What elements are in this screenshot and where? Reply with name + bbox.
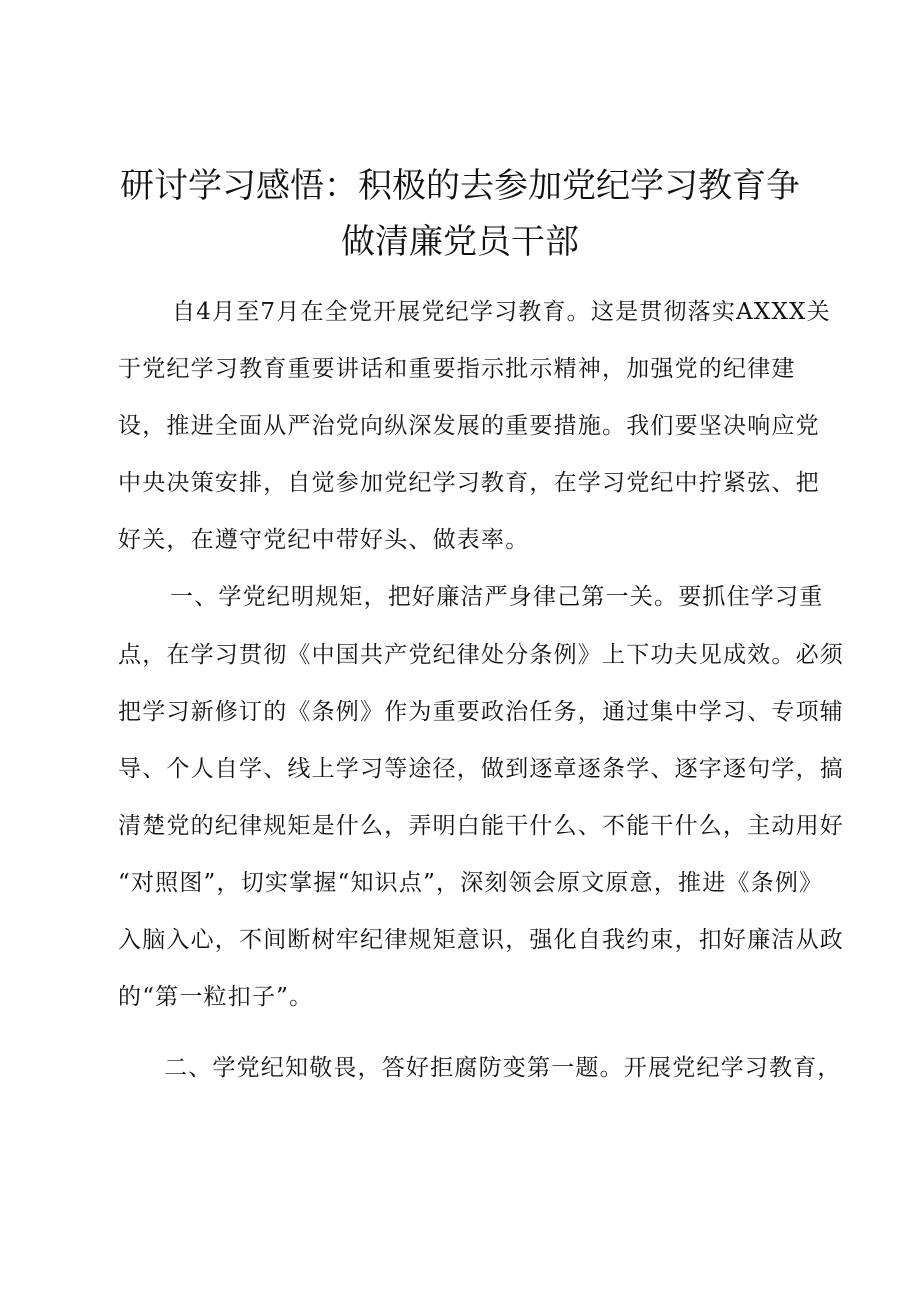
paragraph-2-line-6: “对照图”，切实掌握“知识点”，深刻领会原文原意，推进《条例》 <box>118 870 824 896</box>
paragraph-2-line-5: 清楚党的纪律规矩是什么，弄明白能干什么、不能干什么，主动用好 <box>118 813 844 839</box>
paragraph-1-line-4: 中央决策安排，自觉参加党纪学习教育，在学习党纪中拧紧弦、把 <box>118 470 820 496</box>
document-title-line-1: 研讨学习感悟：积极的去参加党纪学习教育争 <box>120 166 800 206</box>
paragraph-2-line-3: 把学习新修订的《条例》作为重要政治任务，通过集中学习、专项辅 <box>118 699 844 725</box>
document-title-line-2: 做清廉党员干部 <box>341 222 579 262</box>
paragraph-1-line-5: 好关，在遵守党纪中带好头、做表率。 <box>118 527 530 553</box>
paragraph-2-line-7: 入脑入心，不间断树牢纪律规矩意识，强化自我约束，扣好廉洁从政 <box>118 927 844 953</box>
paragraph-2-line-8: 的“第一粒扣子”。 <box>118 984 314 1010</box>
paragraph-3-line-1: 二、学党纪知敬畏，答好拒腐防变第一题。开展党纪学习教育， <box>164 1055 842 1081</box>
paragraph-1-line-3: 设，推进全面从严治党向纵深发展的重要措施。我们要坚决响应党 <box>118 413 820 439</box>
paragraph-1-line-2: 于党纪学习教育重要讲话和重要指示批示精神，加强党的纪律建 <box>118 356 796 382</box>
paragraph-2-line-1: 一、学党纪明规矩，把好廉洁严身律己第一关。要抓住学习重 <box>170 584 824 610</box>
paragraph-2-line-2: 点，在学习贯彻《中国共产党纪律处分条例》上下功夫见成效。必须 <box>118 642 844 668</box>
paragraph-1-line-1: 自4月至7月在全党开展党纪学习教育。这是贯彻落实AXXX关 <box>172 299 831 325</box>
paragraph-2-line-4: 导、个人自学、线上学习等途径，做到逐章逐条学、逐字逐句学，搞 <box>118 756 844 782</box>
